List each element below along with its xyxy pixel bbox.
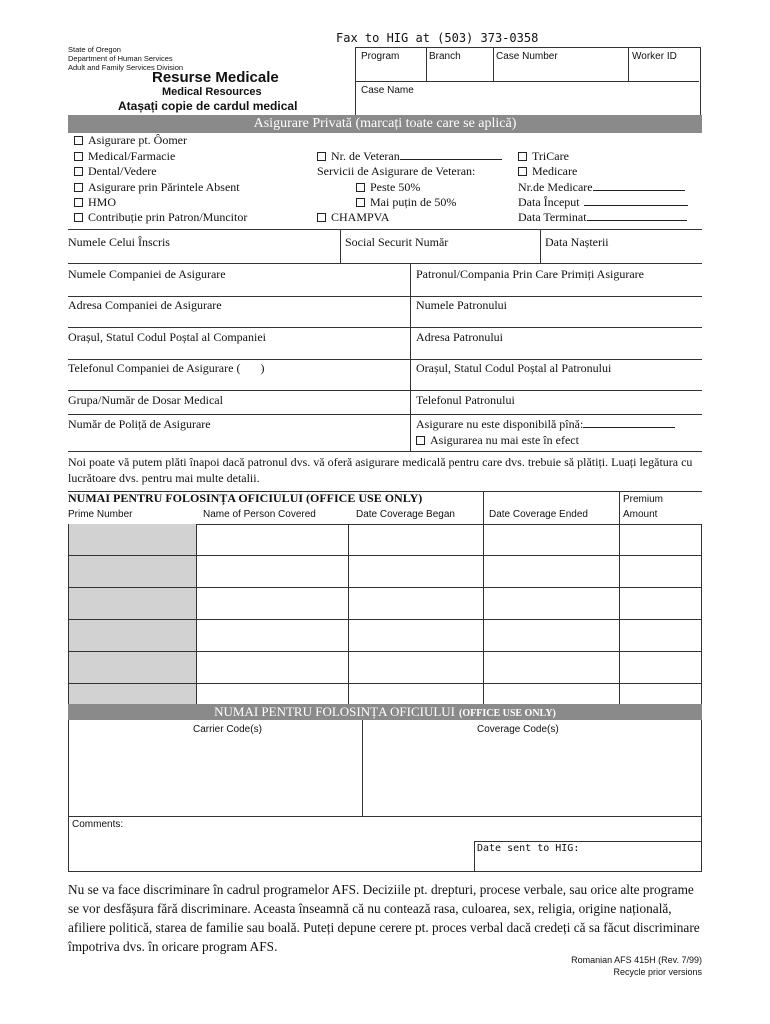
table-row: [68, 619, 702, 620]
checkbox-square-icon: [74, 183, 83, 192]
coverage-code-label: Coverage Code(s): [477, 724, 559, 735]
checkbox-medicare[interactable]: [518, 164, 577, 179]
medicare-number-line[interactable]: [593, 180, 685, 191]
checkbox-dental[interactable]: [74, 164, 157, 179]
agency-block: [68, 45, 183, 72]
carrier-code-label: Carrier Code(s): [193, 724, 262, 735]
checkbox-square-icon: [317, 152, 326, 161]
checkbox-label: Asigurare pt. Ȏomer: [88, 133, 187, 147]
office-use-title: NUMAI PENTRU FOLOSINȚA OFICIULUI (OFFICE USE ONLY): [68, 491, 423, 505]
employer-via-field[interactable]: Patronul/Compania Prin Care Primiți Asigurare: [416, 267, 644, 281]
checkbox-label: CHAMPVA: [331, 210, 390, 224]
case-name-label: Case Name: [361, 85, 414, 96]
recycle-note: Recycle prior versions: [613, 967, 702, 977]
private-insurance-band: Asigurare Privată (marcați toate care se aplică): [68, 115, 702, 133]
case-number-label: Case Number: [496, 51, 558, 62]
checkbox-square-icon: [416, 436, 425, 445]
start-date-line[interactable]: [584, 195, 688, 206]
worker-id-label: Worker ID: [632, 51, 677, 62]
checkbox-label: Medicare: [532, 164, 578, 178]
field-label: Data Terminat: [518, 210, 587, 224]
employer-address-field[interactable]: Adresa Patronului: [416, 330, 503, 344]
form-subtitle: Medical Resources: [162, 86, 262, 98]
field-label: Nr.de Medicare: [518, 180, 593, 194]
checkbox-hmo[interactable]: [74, 195, 116, 210]
form-title: Resurse Medicale: [152, 69, 279, 86]
form-id-block: [560, 954, 702, 978]
office-use-table: [68, 524, 702, 704]
codes-box: [68, 720, 702, 872]
checkbox-square-icon: [317, 213, 326, 222]
checkbox-label: Asigurarea nu mai este în efect: [430, 433, 579, 447]
fax-number: Fax to HIG at (503) 373-0358: [336, 31, 539, 45]
agency-line: State of Oregon: [68, 45, 121, 54]
checkbox-veteran-number[interactable]: [317, 149, 502, 164]
branch-label: Branch: [429, 51, 461, 62]
agency-line: Adult and Family Services Division: [68, 63, 184, 72]
checkbox-label: Contribuție prin Patron/Muncitor: [88, 210, 248, 224]
field-label: Asigurare nu este disponibilă pînă:: [416, 417, 584, 431]
checkbox-square-icon: [74, 167, 83, 176]
checkbox-medical[interactable]: [74, 149, 175, 164]
checkbox-tricare[interactable]: [518, 149, 569, 164]
agency-line: Department of Human Services: [68, 54, 173, 63]
checkbox-employer-contribution[interactable]: [74, 210, 247, 225]
checkbox-square-icon: [74, 136, 83, 145]
policy-number-field[interactable]: Număr de Poliță de Asigurare: [68, 417, 211, 431]
employer-city-field[interactable]: Orașul, Statul Codul Poștal al Patronului: [416, 361, 612, 375]
checkbox-no-longer-effective[interactable]: [416, 433, 579, 448]
table-row: [68, 683, 702, 684]
field-label: Data Ȋnceput: [518, 195, 580, 209]
ssn-field[interactable]: Social Securit Număr: [345, 235, 449, 249]
checkbox-label: TriCare: [532, 149, 569, 163]
checkbox-label: HMO: [88, 195, 117, 209]
checkbox-label: Dental/Vedere: [88, 164, 157, 178]
premium-header: Premium: [623, 494, 664, 505]
table-row: [68, 555, 702, 556]
checkbox-under-50[interactable]: [356, 195, 456, 210]
office-use-band-subtitle: (OFFICE USE ONLY): [459, 708, 556, 719]
checkbox-square-icon: [356, 183, 365, 192]
end-date-line[interactable]: [587, 210, 687, 221]
checkbox-label: Medical/Farmacie: [88, 149, 176, 163]
checkbox-label: Asigurare prin Părintele Absent: [88, 180, 240, 194]
company-name-field[interactable]: Numele Companiei de Asigurare: [68, 267, 226, 281]
office-use-band: [68, 704, 702, 720]
field-label: ): [260, 361, 265, 375]
company-phone-field[interactable]: [68, 361, 264, 376]
veteran-number-line[interactable]: [400, 149, 502, 160]
coverage-ended-header: Date Coverage Ended: [489, 509, 588, 520]
field-label: Telefonul Companiei de Asigurare (: [68, 361, 241, 375]
medicare-number-field[interactable]: [518, 180, 685, 195]
not-available-line[interactable]: [583, 417, 675, 428]
checkbox-label: Mai puțin de 50%: [370, 195, 457, 209]
company-address-field[interactable]: Adresa Companiei de Asigurare: [68, 298, 222, 312]
comments-label: Comments:: [72, 819, 124, 830]
insured-name-field[interactable]: Numele Celui Ȋnscris: [68, 235, 170, 249]
veteran-services-label: Servicii de Asigurare de Veteran:: [317, 164, 476, 178]
program-label: Program: [361, 51, 400, 62]
dob-field[interactable]: Data Nașterii: [545, 235, 609, 249]
table-row: [68, 587, 702, 588]
checkbox-unemployment[interactable]: [74, 133, 187, 148]
checkbox-square-icon: [518, 167, 527, 176]
checkbox-champva[interactable]: [317, 210, 389, 225]
checkbox-square-icon: [74, 213, 83, 222]
checkbox-absent-parent[interactable]: [74, 180, 240, 195]
checkbox-square-icon: [518, 152, 527, 161]
coverage-began-header: Date Coverage Began: [356, 509, 455, 520]
prime-number-header: Prime Number: [68, 509, 133, 520]
checkbox-square-icon: [74, 152, 83, 161]
not-available-field[interactable]: [416, 417, 675, 432]
date-sent-label: Date sent to HIG:: [477, 843, 580, 854]
employer-name-field[interactable]: Numele Patronului: [416, 298, 507, 312]
checkbox-square-icon: [356, 198, 365, 207]
form-instruction: Atașați copie de cardul medical: [118, 99, 298, 113]
table-row: [68, 651, 702, 652]
checkbox-over-50[interactable]: [356, 180, 420, 195]
nondiscrimination-statement: Nu se va face discriminare în cadrul programelor AFS. Deciziile pt. drepturi, procese verbale, sau orice alte programe se vor desfășura fără discriminare. Aceasta înseamnă că nu contează rasa, culoarea, sex, religia, origine națională, afiliere politică, starea de familie sau boală. Puteți depune cerere pt. proces verbal dacă credeți că sa făcut discriminare împotriva dvs. în oricare program AFS.: [68, 882, 700, 954]
checkbox-square-icon: [74, 198, 83, 207]
amount-header: Amount: [623, 509, 658, 520]
end-date-field[interactable]: [518, 210, 687, 225]
person-covered-header: Name of Person Covered: [203, 509, 316, 520]
group-number-field[interactable]: Grupa/Număr de Dosar Medical: [68, 393, 223, 407]
employer-phone-field[interactable]: Telefonul Patronului: [416, 393, 515, 407]
reimbursement-notice: Noi poate vă putem plăti înapoi dacă patronul dvs. vă oferă asigurare medicală pentru care dvs. trebuie să plătiți. Luați legătura cu lucrătoare dvs. pentru mai multe detalii.: [68, 455, 693, 485]
checkbox-label: Peste 50%: [370, 180, 421, 194]
form-id: Romanian AFS 415H (Rev. 7/99): [571, 955, 702, 965]
company-city-field[interactable]: Orașul, Statul Codul Poștal al Companiei: [68, 330, 266, 344]
start-date-field[interactable]: [518, 195, 688, 210]
checkbox-label: Nr. de Veteran: [331, 149, 400, 163]
office-use-band-title: NUMAI PENTRU FOLOSINȚA OFICIULUI: [214, 704, 455, 719]
